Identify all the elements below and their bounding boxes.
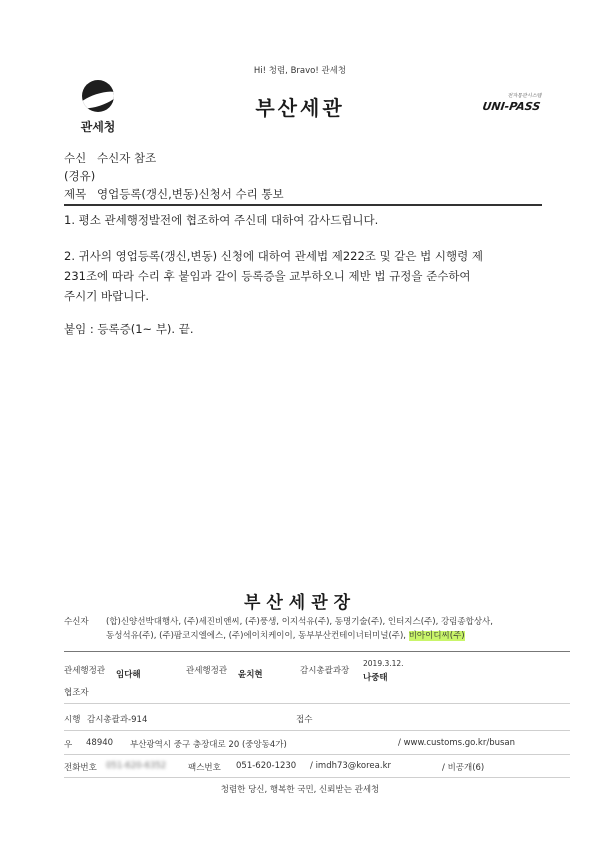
enforcement-number: 감시총괄과-914 — [87, 715, 148, 725]
recipient-value: 수신자 참조 — [97, 151, 157, 165]
unipass-brand: UNI-PASS — [481, 100, 542, 113]
approver-3-role: 감시총괄과장 — [300, 666, 350, 676]
paragraph-2-line-2: 231조에 따라 수리 후 붙임과 같이 등록증을 교부하오니 제반 법 규정을 준수하여 — [64, 269, 471, 283]
approver-1-name: 임다해 — [116, 670, 141, 680]
phone-label: 전화번호 — [64, 763, 97, 773]
subject-label: 제목 — [64, 187, 87, 201]
approver-3-name: 나중태 — [363, 673, 388, 683]
sender-title: 부산세관장 — [243, 593, 357, 613]
slogan: Hi! 청렴, Bravo! 관세청 — [253, 66, 347, 76]
recipient-label: 수신 — [64, 151, 87, 165]
row-divider — [64, 777, 570, 778]
enforcement-label: 시행 — [64, 715, 81, 725]
fax-number: 051-620-1230 — [236, 761, 297, 771]
approver-2-role: 관세행정관 — [186, 666, 228, 676]
recipients-line-2 — [106, 629, 465, 641]
paragraph-2-line-1: 2. 귀사의 영업등록(갱신,변동) 신청에 대하여 관세법 제222조 및 같은 법 시행령 제 — [64, 249, 484, 263]
attachment-line: 붙임 : 등록증(1~ 부). 끝. — [64, 322, 194, 336]
highlighted-recipient: 비아이디씨(주) — [408, 631, 465, 641]
postal-label: 우 — [64, 740, 73, 750]
recipients-list: 동성석유(주), (주)팜코지엘에스, (주)에이치케이이, 동부부산컨테이너터미널(주), — [106, 631, 409, 641]
subject-divider — [64, 204, 542, 206]
footer-divider — [64, 651, 570, 652]
unipass-logo — [482, 92, 543, 113]
approver-2-name: 윤치현 — [238, 670, 263, 680]
website: / www.customs.go.kr/busan — [398, 738, 516, 748]
logo-text: 관세청 — [80, 120, 116, 134]
row-divider — [64, 754, 570, 755]
redacted-phone: 051-620-6352 — [106, 761, 167, 771]
fax-label: 팩스번호 — [188, 763, 221, 773]
cooperator-label: 협조자 — [64, 688, 89, 698]
phone-number — [106, 761, 166, 771]
unipass-subtitle: 전자통관시스템 — [507, 93, 543, 99]
disclosure-status: / 비공개(6) — [442, 763, 485, 773]
recipients-label: 수신자 — [64, 617, 89, 627]
org-title: 부산세관 — [255, 96, 345, 120]
row-divider — [64, 703, 570, 704]
recipients-line-1: (합)신양선박대행사, (주)세진비앤씨, (주)풍생, 이지석유(주), 동명기술(주), 인터지스(주), 강림종합상사, — [106, 617, 493, 627]
receipt-label: 접수 — [296, 715, 313, 725]
address: 부산광역시 중구 충장대로 20 (중앙동4가) — [130, 740, 287, 750]
email: / imdh73@korea.kr — [310, 761, 391, 771]
via-label: (경유) — [64, 169, 96, 183]
postal-code: 48940 — [86, 738, 114, 748]
motto: 청렴한 당신, 행복한 국민, 신뢰받는 관세청 — [220, 785, 380, 795]
approval-date: 2019.3.12. — [363, 659, 404, 668]
paragraph-1: 1. 평소 관세행정발전에 협조하여 주신데 대하여 감사드립니다. — [64, 213, 379, 227]
approver-1-role: 관세행정관 — [64, 666, 106, 676]
paragraph-2-line-3: 주시기 바랍니다. — [64, 289, 150, 303]
row-divider — [64, 730, 570, 731]
subject-value: 영업등록(갱신,변동)신청서 수리 통보 — [97, 187, 284, 201]
